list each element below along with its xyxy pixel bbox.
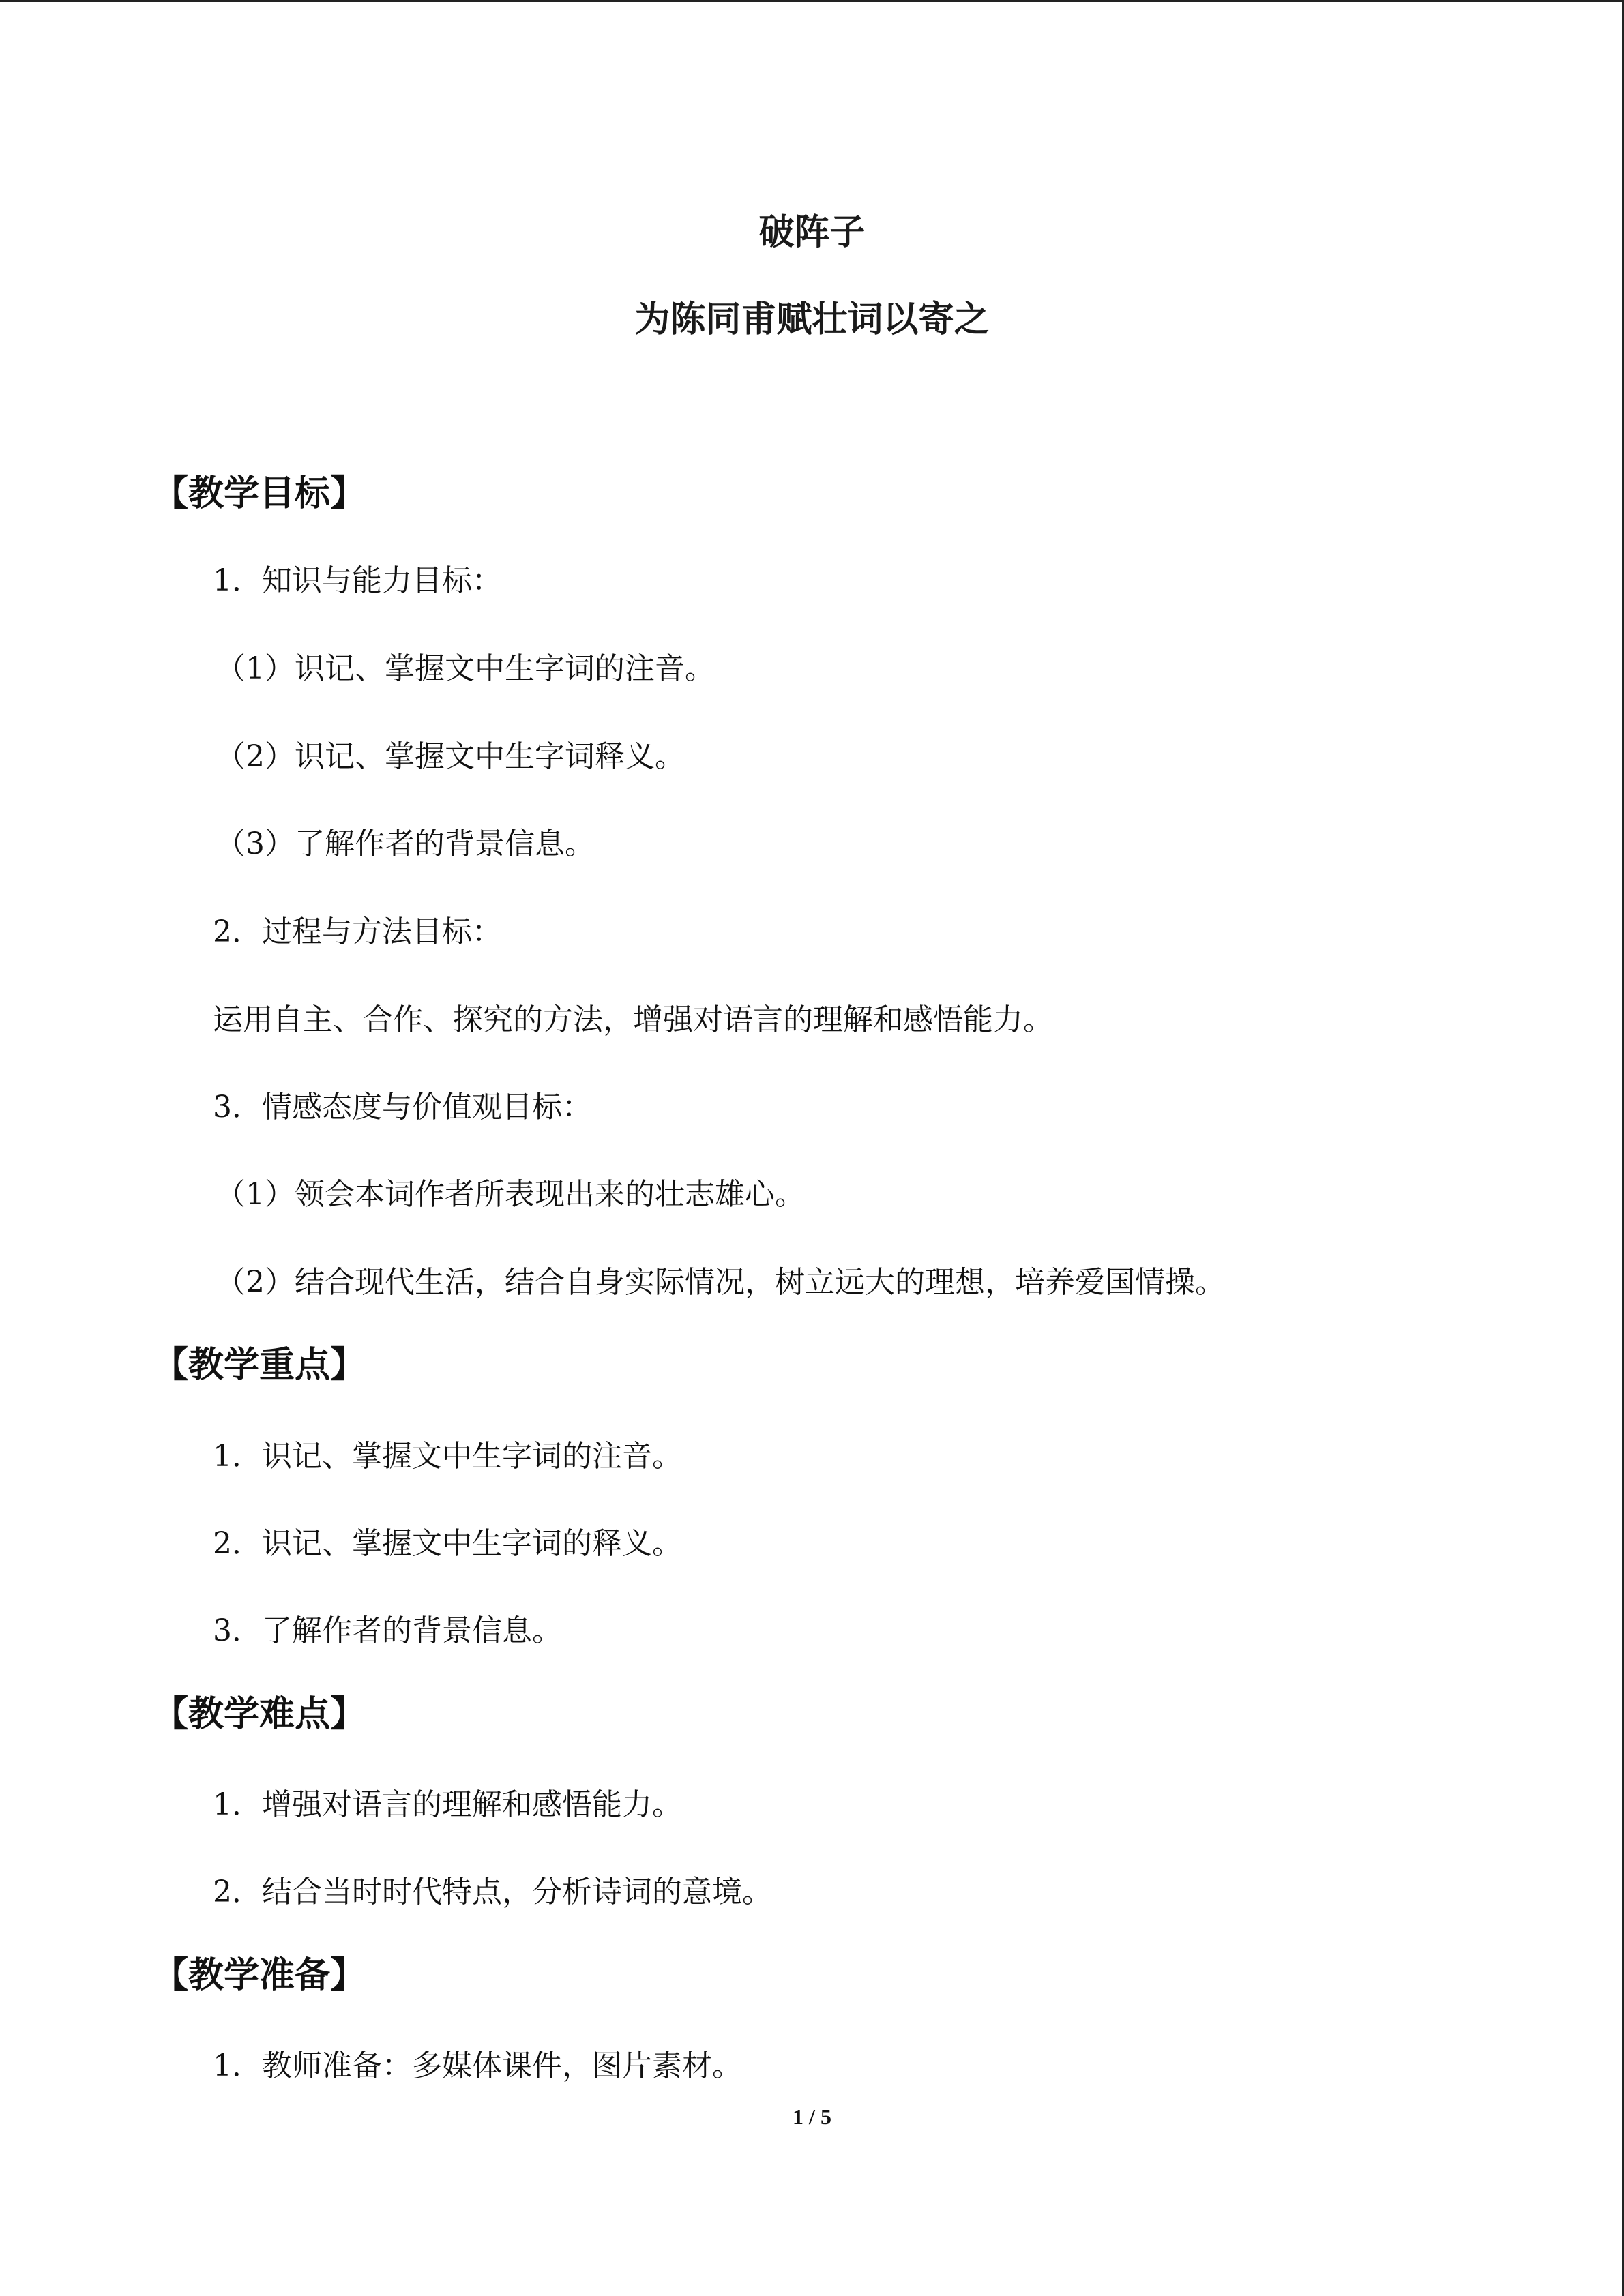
objective-line: 2．过程与方法目标： xyxy=(213,914,502,949)
objective-line: （2）结合现代生活，结合自身实际情况，树立远大的理想，培养爱国情操。 xyxy=(216,1265,1225,1300)
difficulty-line: 1．增强对语言的理解和感悟能力。 xyxy=(213,1787,682,1822)
objective-line: （2）识记、掌握文中生字词释义。 xyxy=(216,739,685,774)
objective-line: （1）识记、掌握文中生字词的注音。 xyxy=(216,651,715,686)
key-point-line: 3．了解作者的背景信息。 xyxy=(213,1613,562,1648)
section-heading-difficulties: 【教学难点】 xyxy=(153,1694,366,1735)
objective-line: 运用自主、合作、探究的方法，增强对语言的理解和感悟能力。 xyxy=(213,1002,1053,1037)
objective-line: 3．情感态度与价值观目标： xyxy=(213,1090,592,1124)
objective-line: 1．知识与能力目标： xyxy=(213,563,502,598)
preparation-line: 1．教师准备：多媒体课件，图片素材。 xyxy=(213,2048,742,2083)
key-point-line: 1．识记、掌握文中生字词的注音。 xyxy=(213,1439,682,1474)
key-point-line: 2．识记、掌握文中生字词的释义。 xyxy=(213,1526,682,1561)
document-title: 破阵子 xyxy=(758,212,866,253)
difficulty-line: 2．结合当时时代特点，分析诗词的意境。 xyxy=(213,1875,772,1909)
section-heading-preparation: 【教学准备】 xyxy=(153,1955,366,1996)
document-subtitle: 为陈同甫赋壮词以寄之 xyxy=(634,299,990,340)
section-heading-key-points: 【教学重点】 xyxy=(153,1345,366,1386)
page-number: 1 / 5 xyxy=(793,2104,831,2129)
section-heading-objectives: 【教学目标】 xyxy=(153,473,366,514)
objective-line: （3）了解作者的背景信息。 xyxy=(216,826,595,861)
page-border-top xyxy=(0,0,1624,2)
objective-line: （1）领会本词作者所表现出来的壮志雄心。 xyxy=(216,1177,805,1212)
